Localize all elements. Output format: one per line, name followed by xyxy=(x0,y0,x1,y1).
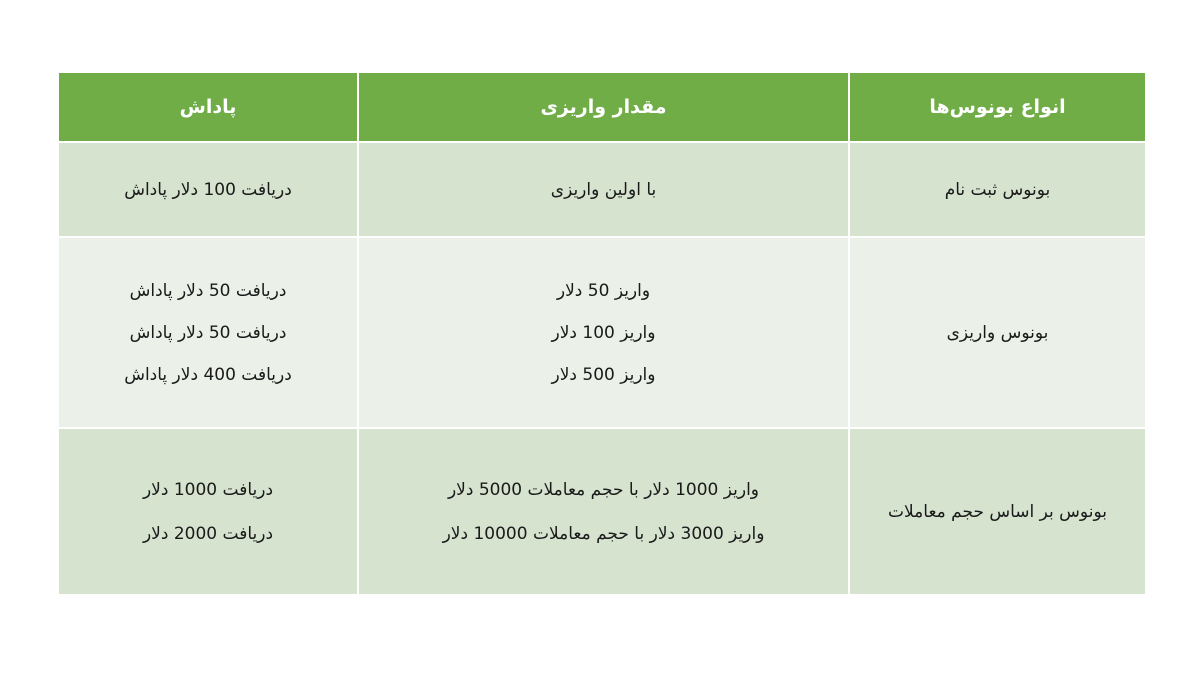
deposit-text: واریز 500 دلار xyxy=(551,364,656,385)
bonus-table xyxy=(57,71,1147,596)
header-bonus-types: انواع بونوس‌ها xyxy=(849,72,1146,142)
cell-bonus-type xyxy=(849,237,1146,428)
table-row xyxy=(58,237,1146,428)
table-row xyxy=(58,142,1146,237)
deposit-text: واریز 100 دلار xyxy=(551,322,656,343)
header-row xyxy=(58,72,1146,142)
reward-text: دریافت 50 دلار پاداش xyxy=(129,322,287,343)
cell-deposit xyxy=(358,237,849,428)
cell-reward xyxy=(58,428,358,595)
reward-text: دریافت 50 دلار پاداش xyxy=(129,280,287,301)
deposit-text: واریز 50 دلار xyxy=(556,280,651,301)
deposit-text: واریز 1000 دلار با حجم معاملات 5000 دلار xyxy=(447,479,760,500)
cell-bonus-type xyxy=(849,142,1146,237)
reward-text: دریافت 1000 دلار xyxy=(142,479,274,500)
reward-text: دریافت 100 دلار پاداش xyxy=(124,179,292,200)
deposit-text: با اولین واریزی xyxy=(550,179,657,200)
reward-text: دریافت 400 دلار پاداش xyxy=(124,364,292,385)
deposit-text: واریز 3000 دلار با حجم معاملات 10000 دلار xyxy=(442,523,765,544)
bonus-table-container xyxy=(57,71,1145,596)
table-row xyxy=(58,428,1146,595)
reward-text: دریافت 2000 دلار xyxy=(142,523,274,544)
cell-bonus-type xyxy=(849,428,1146,595)
cell-reward xyxy=(58,237,358,428)
cell-reward xyxy=(58,142,358,237)
bonus-type-text: بونوس بر اساس حجم معاملات xyxy=(888,501,1107,522)
header-deposit-amount: مقدار واریزی xyxy=(358,72,849,142)
header-reward: پاداش xyxy=(58,72,358,142)
bonus-type-text: بونوس ثبت نام xyxy=(944,179,1051,200)
cell-deposit xyxy=(358,428,849,595)
bonus-type-text: بونوس واریزی xyxy=(946,322,1049,343)
cell-deposit xyxy=(358,142,849,237)
